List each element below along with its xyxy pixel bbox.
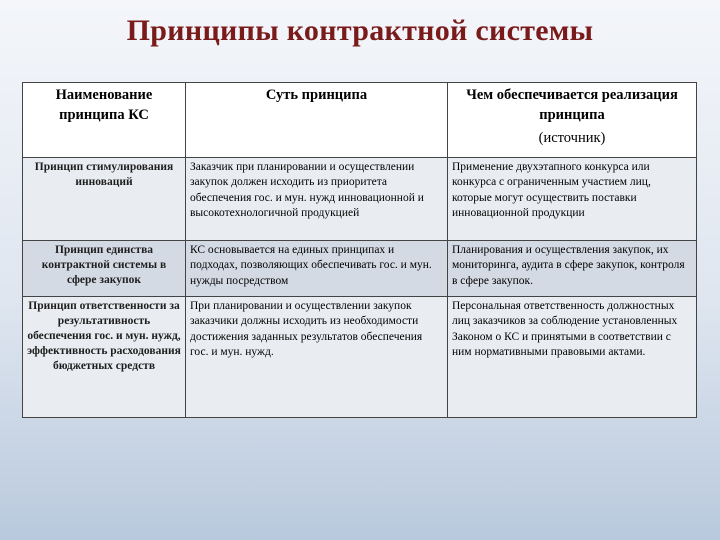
principle-name: Принцип единства контрактной системы в сфере закупок	[23, 241, 186, 297]
header-name: Наименование принципа КС	[23, 83, 186, 158]
principle-provision: Персональная ответственность должностных лиц заказчиков за соблюдение установленных Законом о КС и принятыми в соответствии с ним нормативными правовыми актами.	[448, 297, 697, 418]
header-essence: Суть принципа	[186, 83, 448, 158]
principles-table	[22, 82, 697, 418]
slide-title: Принципы контрактной системы	[126, 14, 594, 47]
table-row	[23, 297, 697, 418]
principle-name: Принцип стимулирования инноваций	[23, 158, 186, 241]
table-row	[23, 158, 697, 241]
principle-essence: Заказчик при планировании и осуществлении закупок должен исходить из приоритета обеспечения гос. и мун. нужд инновационной и высокотехнологичной продукцией	[186, 158, 448, 241]
table-row	[23, 241, 697, 297]
table-header-row	[23, 83, 697, 158]
header-provision-sub: (источник)	[538, 130, 606, 146]
principle-provision: Планирования и осуществления закупок, их мониторинга, аудита в сфере закупок, контроля в сфере закупок.	[448, 241, 697, 297]
header-provision: Чем обеспечивается реализация принципа (источник)	[448, 83, 697, 158]
principle-provision: Применение двухэтапного конкурса или конкурса с ограниченным участием лиц, которые могут осуществить поставки инновационной продукции	[448, 158, 697, 241]
principle-essence: При планировании и осуществлении закупок заказчики должны исходить из необходимости достижения заданных результатов обеспечения гос. и мун. нужд.	[186, 297, 448, 418]
principle-essence: КС основывается на единых принципах и подходах, позволяющих обеспечивать гос. и мун. нужды посредством	[186, 241, 448, 297]
principle-name: Принцип ответственности за результативность обеспечения гос. и мун. нужд, эффективность расходования бюджетных средств	[23, 297, 186, 418]
